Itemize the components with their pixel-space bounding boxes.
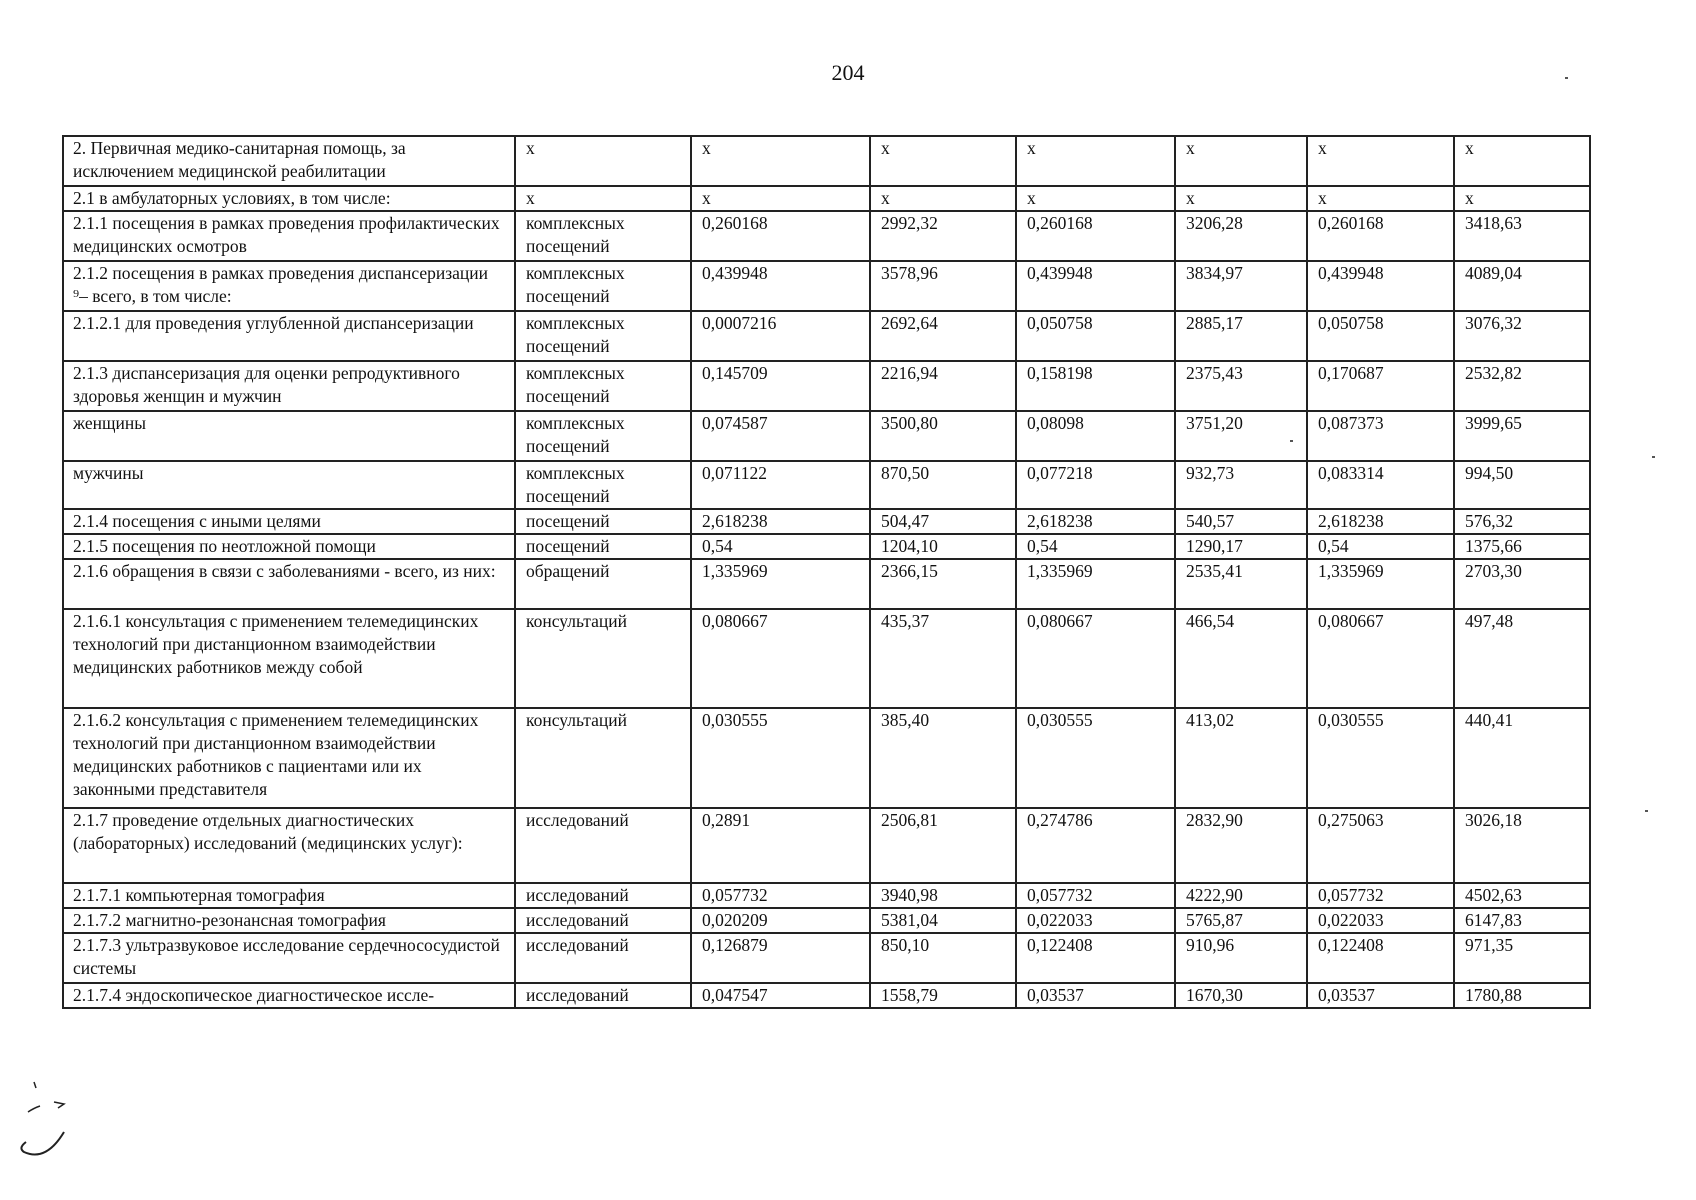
volume-year-3-cell: 0,087373	[1307, 411, 1454, 461]
cost-year-2-cell: х	[1175, 136, 1307, 186]
unit-of-measure-cell: консультаций	[515, 609, 691, 708]
cost-year-1-cell: х	[870, 136, 1016, 186]
row-description-cell: 2.1.6.1 консультация с применением телемедицинских технологий при дистанционном взаимодействии медицинских работников между собой	[63, 609, 515, 708]
volume-year-1-cell: 0,0007216	[691, 311, 870, 361]
cost-year-2-cell: 466,54	[1175, 609, 1307, 708]
table-row	[63, 361, 1590, 411]
volume-year-3-cell: 0,050758	[1307, 311, 1454, 361]
table-row	[63, 211, 1590, 261]
volume-year-3-cell: 0,022033	[1307, 908, 1454, 933]
cost-year-1-cell: 385,40	[870, 708, 1016, 808]
row-description-cell: 2.1.1 посещения в рамках проведения профилактических медицинских осмотров	[63, 211, 515, 261]
cost-year-3-cell: 1780,88	[1454, 983, 1590, 1008]
table-row	[63, 908, 1590, 933]
volume-year-2-cell: 0,122408	[1016, 933, 1175, 983]
cost-year-2-cell: 4222,90	[1175, 883, 1307, 908]
cost-year-3-cell: 2703,30	[1454, 559, 1590, 609]
volume-year-3-cell: 0,54	[1307, 534, 1454, 559]
table-row	[63, 461, 1590, 509]
cost-year-3-cell: 2532,82	[1454, 361, 1590, 411]
volume-year-1-cell: 0,145709	[691, 361, 870, 411]
volume-year-2-cell: 0,080667	[1016, 609, 1175, 708]
volume-year-2-cell: х	[1016, 186, 1175, 211]
volume-year-3-cell: 0,260168	[1307, 211, 1454, 261]
row-description-cell: 2.1.6 обращения в связи с заболеваниями - всего, из них:	[63, 559, 515, 609]
cost-year-2-cell: 2832,90	[1175, 808, 1307, 883]
row-description-cell: 2.1.7.1 компьютерная томография	[63, 883, 515, 908]
unit-of-measure-cell: комплексных посещений	[515, 261, 691, 311]
unit-of-measure-cell: исследований	[515, 908, 691, 933]
row-description-cell: 2. Первичная медико-санитарная помощь, за исключением медицинской реабилитации	[63, 136, 515, 186]
volume-year-1-cell: 2,618238	[691, 509, 870, 534]
table-row	[63, 708, 1590, 808]
table-row	[63, 559, 1590, 609]
row-description-cell: женщины	[63, 411, 515, 461]
volume-year-2-cell: 0,274786	[1016, 808, 1175, 883]
volume-year-3-cell: 0,057732	[1307, 883, 1454, 908]
volume-year-1-cell: 0,030555	[691, 708, 870, 808]
volume-year-1-cell: 0,080667	[691, 609, 870, 708]
cost-year-3-cell: 6147,83	[1454, 908, 1590, 933]
volume-year-3-cell: 0,03537	[1307, 983, 1454, 1008]
cost-year-3-cell: 440,41	[1454, 708, 1590, 808]
volume-year-3-cell: 0,170687	[1307, 361, 1454, 411]
cost-year-1-cell: 1204,10	[870, 534, 1016, 559]
scan-mark	[1290, 440, 1293, 442]
unit-of-measure-cell: комплексных посещений	[515, 411, 691, 461]
cost-year-2-cell: 2885,17	[1175, 311, 1307, 361]
table-row	[63, 311, 1590, 361]
unit-of-measure-cell: посещений	[515, 534, 691, 559]
volume-year-1-cell: х	[691, 186, 870, 211]
table-row	[63, 261, 1590, 311]
cost-year-2-cell: 3751,20	[1175, 411, 1307, 461]
cost-year-3-cell: 4502,63	[1454, 883, 1590, 908]
cost-year-2-cell: 1290,17	[1175, 534, 1307, 559]
volume-year-1-cell: 0,071122	[691, 461, 870, 509]
volume-year-3-cell: 1,335969	[1307, 559, 1454, 609]
row-description-cell: 2.1.4 посещения с иными целями	[63, 509, 515, 534]
row-description-cell: мужчины	[63, 461, 515, 509]
cost-year-2-cell: 910,96	[1175, 933, 1307, 983]
volume-year-2-cell: 0,030555	[1016, 708, 1175, 808]
cost-year-3-cell: 1375,66	[1454, 534, 1590, 559]
volume-year-3-cell: 0,030555	[1307, 708, 1454, 808]
cost-year-3-cell: 576,32	[1454, 509, 1590, 534]
scan-mark	[1645, 810, 1648, 812]
cost-year-2-cell: 413,02	[1175, 708, 1307, 808]
volume-year-1-cell: х	[691, 136, 870, 186]
volume-year-1-cell: 0,074587	[691, 411, 870, 461]
volume-year-1-cell: 0,54	[691, 534, 870, 559]
volume-year-2-cell: 2,618238	[1016, 509, 1175, 534]
unit-of-measure-cell: посещений	[515, 509, 691, 534]
volume-year-1-cell: 0,260168	[691, 211, 870, 261]
table-row	[63, 808, 1590, 883]
row-description-cell: 2.1.2 посещения в рамках проведения диспансеризации ⁹– всего, в том числе:	[63, 261, 515, 311]
cost-year-2-cell: 540,57	[1175, 509, 1307, 534]
row-description-cell: 2.1.5 посещения по неотложной помощи	[63, 534, 515, 559]
table-row	[63, 883, 1590, 908]
volume-year-2-cell: 0,03537	[1016, 983, 1175, 1008]
unit-of-measure-cell: комплексных посещений	[515, 361, 691, 411]
cost-year-3-cell: 3418,63	[1454, 211, 1590, 261]
scan-mark	[1652, 456, 1655, 458]
row-description-cell: 2.1.7.2 магнитно-резонансная томография	[63, 908, 515, 933]
table-row	[63, 136, 1590, 186]
volume-year-2-cell: 0,54	[1016, 534, 1175, 559]
table-row	[63, 186, 1590, 211]
cost-year-3-cell: 994,50	[1454, 461, 1590, 509]
row-description-cell: 2.1.6.2 консультация с применением телемедицинских технологий при дистанционном взаимодействии медицинских работников с пациентами или их законными представителя	[63, 708, 515, 808]
volume-year-2-cell: 0,439948	[1016, 261, 1175, 311]
cost-year-1-cell: 2692,64	[870, 311, 1016, 361]
volume-year-3-cell: 0,080667	[1307, 609, 1454, 708]
cost-year-1-cell: 1558,79	[870, 983, 1016, 1008]
volume-year-1-cell: 0,2891	[691, 808, 870, 883]
table-row	[63, 534, 1590, 559]
unit-of-measure-cell: консультаций	[515, 708, 691, 808]
cost-year-1-cell: 3500,80	[870, 411, 1016, 461]
cost-year-1-cell: 2506,81	[870, 808, 1016, 883]
cost-year-2-cell: х	[1175, 186, 1307, 211]
volume-year-2-cell: 0,08098	[1016, 411, 1175, 461]
unit-of-measure-cell: комплексных посещений	[515, 461, 691, 509]
cost-year-3-cell: х	[1454, 136, 1590, 186]
page-number: 204	[831, 60, 865, 85]
cost-year-3-cell: 971,35	[1454, 933, 1590, 983]
volume-year-2-cell: 0,077218	[1016, 461, 1175, 509]
volume-year-2-cell: х	[1016, 136, 1175, 186]
cost-year-1-cell: 850,10	[870, 933, 1016, 983]
cost-year-2-cell: 3206,28	[1175, 211, 1307, 261]
cost-year-3-cell: 3999,65	[1454, 411, 1590, 461]
cost-year-2-cell: 3834,97	[1175, 261, 1307, 311]
unit-of-measure-cell: х	[515, 186, 691, 211]
row-description-cell: 2.1.7.3 ультразвуковое исследование сердечнососудистой системы	[63, 933, 515, 983]
volume-year-1-cell: 0,057732	[691, 883, 870, 908]
unit-of-measure-cell: исследований	[515, 808, 691, 883]
cost-year-1-cell: 3940,98	[870, 883, 1016, 908]
volume-year-2-cell: 0,057732	[1016, 883, 1175, 908]
volume-year-3-cell: 2,618238	[1307, 509, 1454, 534]
cost-year-2-cell: 932,73	[1175, 461, 1307, 509]
volume-year-1-cell: 0,126879	[691, 933, 870, 983]
volume-year-1-cell: 0,020209	[691, 908, 870, 933]
volume-year-1-cell: 0,047547	[691, 983, 870, 1008]
cost-year-1-cell: 435,37	[870, 609, 1016, 708]
volume-year-3-cell: 0,439948	[1307, 261, 1454, 311]
row-description-cell: 2.1.3 диспансеризация для оценки репродуктивного здоровья женщин и мужчин	[63, 361, 515, 411]
cost-year-3-cell: 3026,18	[1454, 808, 1590, 883]
table-row	[63, 983, 1590, 1008]
volume-year-1-cell: 0,439948	[691, 261, 870, 311]
cost-year-1-cell: 3578,96	[870, 261, 1016, 311]
table-row	[63, 411, 1590, 461]
medical-care-standards-table	[62, 135, 1591, 1009]
cost-year-1-cell: 504,47	[870, 509, 1016, 534]
cost-year-3-cell: 3076,32	[1454, 311, 1590, 361]
row-description-cell: 2.1 в амбулаторных условиях, в том числе:	[63, 186, 515, 211]
cost-year-2-cell: 1670,30	[1175, 983, 1307, 1008]
cost-year-2-cell: 2375,43	[1175, 361, 1307, 411]
unit-of-measure-cell: комплексных посещений	[515, 211, 691, 261]
scan-mark	[1565, 77, 1568, 79]
volume-year-3-cell: 0,083314	[1307, 461, 1454, 509]
volume-year-3-cell: 0,275063	[1307, 808, 1454, 883]
cost-year-2-cell: 2535,41	[1175, 559, 1307, 609]
volume-year-3-cell: х	[1307, 186, 1454, 211]
table-row	[63, 933, 1590, 983]
unit-of-measure-cell: х	[515, 136, 691, 186]
volume-year-2-cell: 0,260168	[1016, 211, 1175, 261]
unit-of-measure-cell: исследований	[515, 933, 691, 983]
row-description-cell: 2.1.7 проведение отдельных диагностических (лабораторных) исследований (медицинских услуг):	[63, 808, 515, 883]
table-row	[63, 509, 1590, 534]
volume-year-1-cell: 1,335969	[691, 559, 870, 609]
unit-of-measure-cell: исследований	[515, 983, 691, 1008]
volume-year-3-cell: х	[1307, 136, 1454, 186]
cost-year-1-cell: х	[870, 186, 1016, 211]
cost-year-3-cell: 497,48	[1454, 609, 1590, 708]
cost-year-1-cell: 870,50	[870, 461, 1016, 509]
volume-year-3-cell: 0,122408	[1307, 933, 1454, 983]
row-description-cell: 2.1.7.4 эндоскопическое диагностическое иссле-	[63, 983, 515, 1008]
volume-year-2-cell: 1,335969	[1016, 559, 1175, 609]
unit-of-measure-cell: комплексных посещений	[515, 311, 691, 361]
cost-year-3-cell: 4089,04	[1454, 261, 1590, 311]
cost-year-1-cell: 2992,32	[870, 211, 1016, 261]
row-description-cell: 2.1.2.1 для проведения углубленной диспансеризации	[63, 311, 515, 361]
cost-year-2-cell: 5765,87	[1175, 908, 1307, 933]
handwritten-mark	[14, 1072, 94, 1162]
unit-of-measure-cell: исследований	[515, 883, 691, 908]
cost-year-3-cell: х	[1454, 186, 1590, 211]
volume-year-2-cell: 0,050758	[1016, 311, 1175, 361]
volume-year-2-cell: 0,022033	[1016, 908, 1175, 933]
cost-year-1-cell: 5381,04	[870, 908, 1016, 933]
cost-year-1-cell: 2366,15	[870, 559, 1016, 609]
table-row	[63, 609, 1590, 708]
unit-of-measure-cell: обращений	[515, 559, 691, 609]
cost-year-1-cell: 2216,94	[870, 361, 1016, 411]
volume-year-2-cell: 0,158198	[1016, 361, 1175, 411]
